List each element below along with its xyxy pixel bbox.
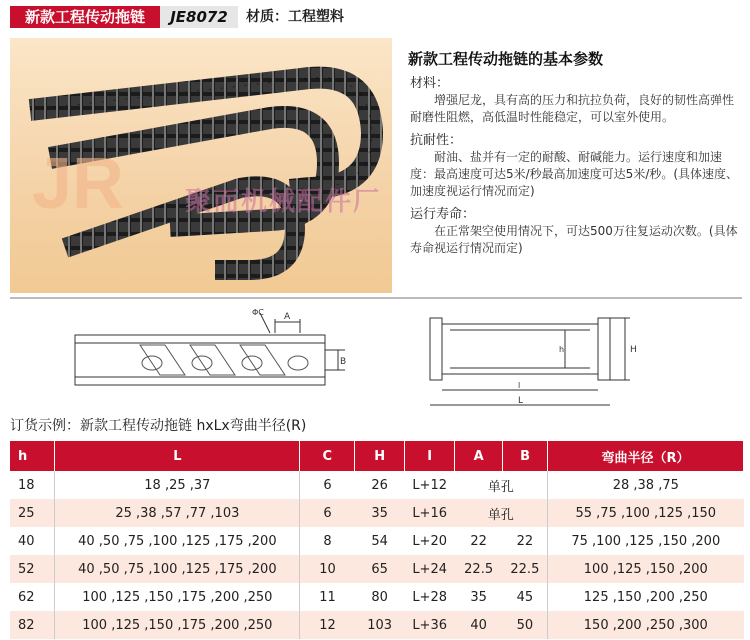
divider (10, 297, 742, 299)
cell-radius: 150 ,200 ,250 ,300 (548, 611, 744, 639)
cell-height: 54 (355, 527, 405, 555)
cell-l: 18 ,25 ,37 (55, 471, 300, 499)
section-body: 增强尼龙，具有高的压力和抗拉负荷，良好的韧性高弹性耐磨性阻燃，高低温时性能稳定，可以室外使用。 (410, 93, 735, 124)
cell-l: 40 ,50 ,75 ,100 ,125 ,175 ,200 (55, 555, 300, 583)
section-body: 耐油、盐并有一定的耐酸、耐碱能力。运行速度和加速度：最高速度可达5米/秒最高加速度可达5米/秒。(具体速度、加速度视运行情况而定) (410, 150, 739, 198)
cell-i: L+36 (405, 611, 455, 639)
order-example: 订货示例：新款工程传动拖链 hxLx弯曲半径(R) (10, 418, 307, 434)
cell-a: 35 (455, 583, 503, 611)
col-radius: 弯曲半径（R） (548, 441, 744, 471)
spec-section-lifetime (398, 206, 743, 257)
section-heading: 抗耐性： (410, 133, 463, 148)
cell-i: L+24 (405, 555, 455, 583)
cell-c: 6 (300, 499, 355, 527)
cell-ab: 单孔 (455, 499, 548, 527)
side-view-drawing (70, 305, 350, 405)
cell-b: 50 (503, 611, 548, 639)
label-b: B (340, 357, 347, 367)
col-l: L (55, 441, 300, 471)
cell-radius: 100 ,125 ,150 ,200 (548, 555, 744, 583)
cell-i: L+12 (405, 471, 455, 499)
label-phi-c: ΦC (252, 308, 264, 317)
cell-i: L+16 (405, 499, 455, 527)
table-row (10, 611, 744, 639)
spec-table (10, 441, 744, 639)
cell-l: 25 ,38 ,57 ,77 ,103 (55, 499, 300, 527)
cell-radius: 125 ,150 ,200 ,250 (548, 583, 744, 611)
col-a: A (455, 441, 503, 471)
model-number: JE8072 (160, 6, 238, 28)
cell-radius: 75 ,100 ,125 ,150 ,200 (548, 527, 744, 555)
watermark-text: 聚而机械配件厂 (185, 187, 382, 217)
cell-c: 12 (300, 611, 355, 639)
cell-c: 11 (300, 583, 355, 611)
product-photo (10, 38, 392, 293)
cell-ab: 单孔 (455, 471, 548, 499)
table-row (10, 499, 744, 527)
spec-title: 新款工程传动拖链的基本参数 (408, 50, 604, 68)
cell-l: 100 ,125 ,150 ,175 ,200 ,250 (55, 611, 300, 639)
cell-h: 82 (10, 611, 55, 639)
cell-height: 65 (355, 555, 405, 583)
cell-b: 22.5 (503, 555, 548, 583)
cell-b: 22 (503, 527, 548, 555)
cell-c: 6 (300, 471, 355, 499)
label-a: A (284, 312, 291, 322)
cell-h: 18 (10, 471, 55, 499)
material-label: 材质：工程塑料 (246, 9, 344, 25)
cell-height: 26 (355, 471, 405, 499)
cell-h: 40 (10, 527, 55, 555)
cell-c: 10 (300, 555, 355, 583)
cell-h: 52 (10, 555, 55, 583)
table-row (10, 527, 744, 555)
col-height: H (355, 441, 405, 471)
label-l: l (518, 381, 521, 390)
label-h: h (559, 345, 565, 354)
cell-c: 8 (300, 527, 355, 555)
header-bar (0, 6, 750, 28)
table-header-row (10, 441, 744, 471)
section-heading: 运行寿命： (410, 207, 476, 222)
label-L: L (518, 396, 524, 406)
spec-section-material (398, 75, 743, 126)
col-i: I (405, 441, 455, 471)
cell-a: 40 (455, 611, 503, 639)
cell-radius: 55 ,75 ,100 ,125 ,150 (548, 499, 744, 527)
cell-h: 25 (10, 499, 55, 527)
col-c: C (300, 441, 355, 471)
front-view-drawing (420, 310, 650, 420)
spec-section-resistance (398, 132, 743, 200)
cell-a: 22 (455, 527, 503, 555)
cell-b: 45 (503, 583, 548, 611)
section-body: 在正常架空使用情况下，可达500万往复运动次数。(具体寿命视运行情况而定) (410, 224, 738, 255)
product-title: 新款工程传动拖链 (10, 6, 160, 28)
table-row (10, 471, 744, 499)
cell-height: 80 (355, 583, 405, 611)
cell-i: L+20 (405, 527, 455, 555)
cell-a: 22.5 (455, 555, 503, 583)
col-b: B (503, 441, 548, 471)
cell-l: 100 ,125 ,150 ,175 ,200 ,250 (55, 583, 300, 611)
cell-h: 62 (10, 583, 55, 611)
table-row (10, 555, 744, 583)
section-heading: 材料： (410, 76, 450, 91)
cell-height: 103 (355, 611, 405, 639)
cell-l: 40 ,50 ,75 ,100 ,125 ,175 ,200 (55, 527, 300, 555)
cell-height: 35 (355, 499, 405, 527)
watermark-logo: JR (32, 144, 125, 224)
label-H: H (630, 345, 637, 355)
col-h: h (10, 441, 55, 471)
cell-radius: 28 ,38 ,75 (548, 471, 744, 499)
spec-panel (398, 48, 743, 257)
cell-i: L+28 (405, 583, 455, 611)
table-row (10, 583, 744, 611)
